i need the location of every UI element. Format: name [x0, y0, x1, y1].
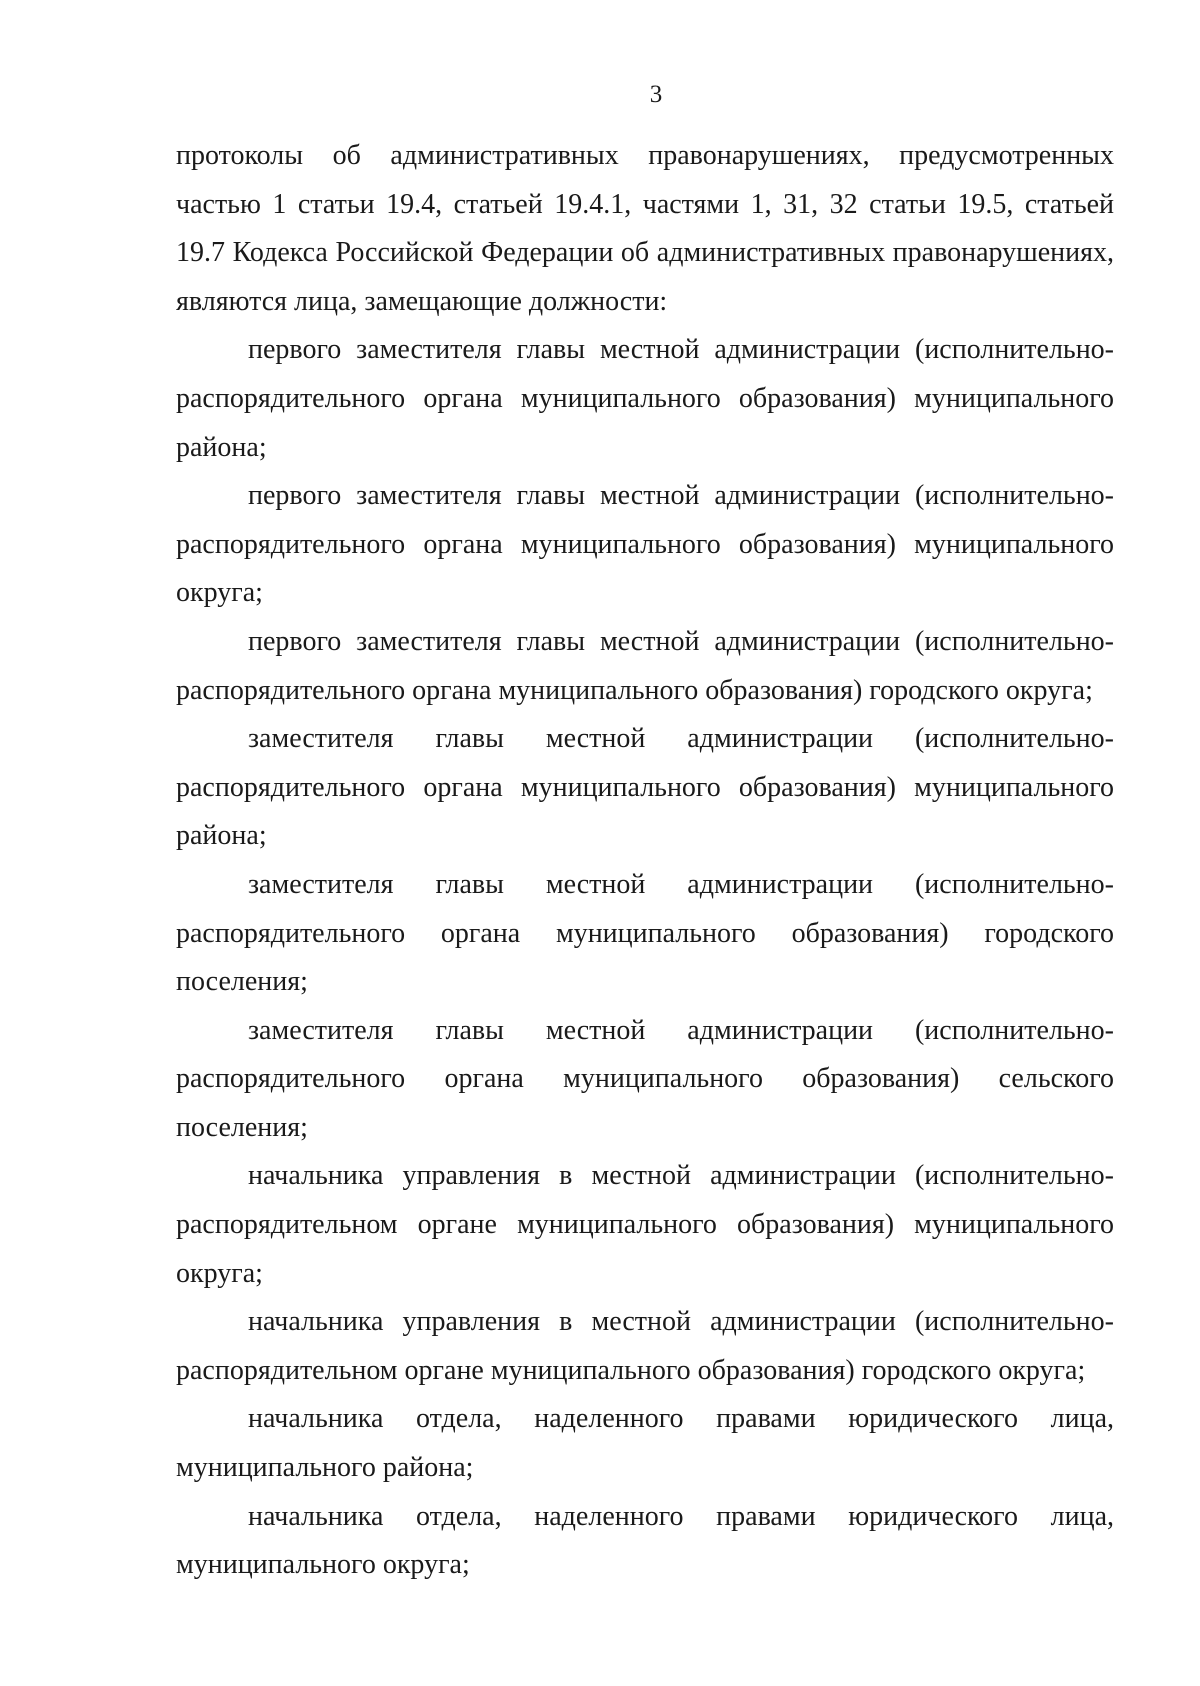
page-number: 3 — [649, 81, 663, 108]
paragraph-first-deputy-municipal-okrug: первого заместителя главы местной администрации (исполнительно-распорядительного органа муниципального образования) муниципального округа; — [176, 480, 1114, 609]
paragraph-head-of-department-municipal-okrug: начальника отдела, наделенного правами юридического лица, муниципального округа; — [176, 1500, 1114, 1581]
paragraph-head-of-directorate-city-okrug: начальника управления в местной администрации (исполнительно-распорядительном органе муниципального образования) городского округа; — [176, 1306, 1114, 1386]
document-body — [176, 132, 1114, 1590]
paragraph-deputy-urban-settlement: заместителя главы местной администрации (исполнительно-распорядительного органа муниципального образования) городского поселения; — [176, 868, 1114, 998]
paragraph-first-deputy-city-okrug: первого заместителя главы местной администрации (исполнительно-распорядительного органа муниципального образования) городского округа; — [176, 625, 1114, 706]
paragraph-head-of-department-district: начальника отдела, наделенного правами юридического лица, муниципального района; — [176, 1403, 1114, 1484]
paragraph-first-deputy-district: первого заместителя главы местной администрации (исполнительно-распорядительного органа муниципального образования) муниципального района; — [176, 334, 1114, 463]
paragraph-deputy-rural-settlement: заместителя главы местной администрации (исполнительно-распорядительного органа муниципального образования) сельского поселения; — [176, 1014, 1114, 1143]
paragraph-head-of-directorate-municipal-okrug: начальника управления в местной администрации (исполнительно-распорядительном органе муниципального образования) муниципального округа; — [176, 1160, 1114, 1289]
paragraph-intro: протоколы об административных правонарушениях, предусмотренных частью 1 статьи 19.4, статьей 19.4.1, частями 1, 31, 32 статьи 19.5, статьей 19.7 Кодекса Российской Федерации об административных правонарушениях, являются лица, замещающие должности: — [176, 140, 1114, 317]
paragraph-deputy-district: заместителя главы местной администрации (исполнительно-распорядительного органа муниципального образования) муниципального района; — [176, 723, 1114, 852]
